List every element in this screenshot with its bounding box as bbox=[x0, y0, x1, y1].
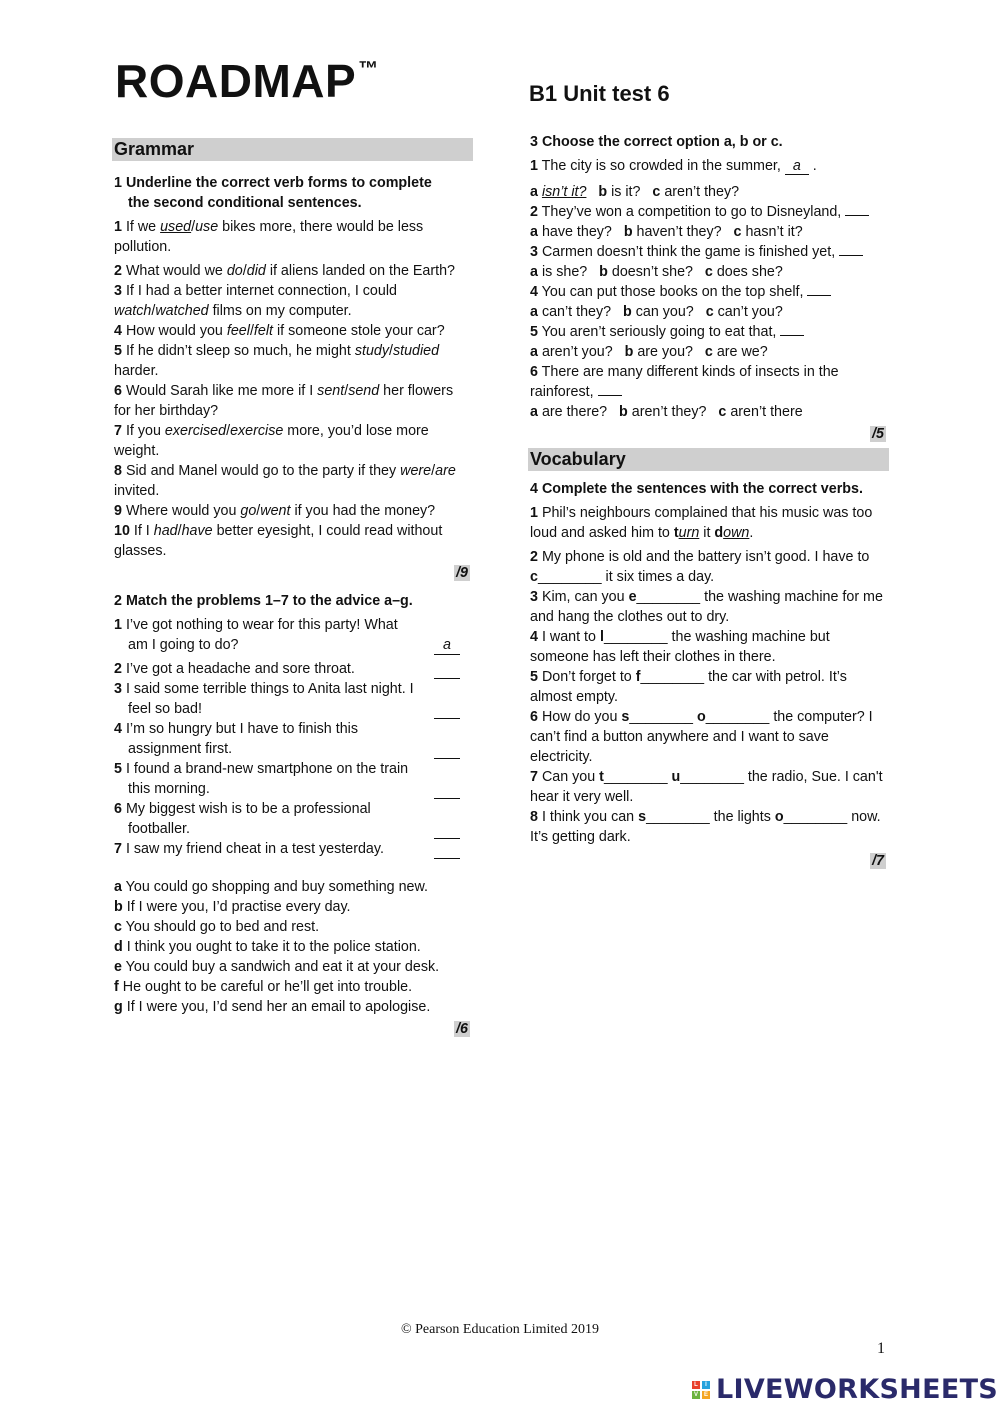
option-b[interactable]: are you? bbox=[637, 344, 693, 360]
word-initial: f bbox=[635, 669, 641, 685]
option-letter: b bbox=[623, 304, 632, 320]
option-letter: b bbox=[624, 344, 634, 360]
sentence-text: Don’t forget to bbox=[541, 669, 636, 685]
problem-sentence: I’ve got a headache and sore throat. bbox=[125, 661, 355, 677]
advice-text: If I were you, I’d practise every day. bbox=[126, 899, 351, 915]
exercise-2-score: /6 bbox=[456, 1021, 468, 1037]
left-column bbox=[114, 138, 470, 1039]
option-a[interactable]: have they? bbox=[541, 224, 612, 240]
option-letter: c bbox=[652, 184, 661, 200]
item-text: Sid and Manel would go to the party if they bbox=[125, 463, 401, 479]
item-letter: a bbox=[114, 879, 122, 895]
advice-text: You could go shopping and buy something new. bbox=[125, 879, 428, 895]
item-number: 6 bbox=[530, 709, 538, 725]
answer-blank[interactable]: a bbox=[785, 158, 809, 175]
item-text: invited. bbox=[114, 483, 160, 499]
option-letter: b bbox=[619, 404, 628, 420]
list-item bbox=[530, 547, 886, 587]
option-letter: a bbox=[530, 344, 538, 360]
answer-blank[interactable]: a bbox=[434, 636, 460, 655]
sentence-text: How do you bbox=[541, 709, 622, 725]
logo-square-l: L bbox=[692, 1381, 700, 1389]
list-item bbox=[114, 877, 470, 897]
answer-blank[interactable] bbox=[780, 335, 804, 336]
exercise-2-advice bbox=[114, 877, 470, 1017]
item-text: better eyesight, I could read without glasses. bbox=[114, 523, 443, 559]
item-number: 5 bbox=[114, 761, 122, 777]
item-text: harder. bbox=[114, 363, 159, 379]
word-initial: t bbox=[599, 769, 604, 785]
word-blank[interactable]: ________ bbox=[636, 589, 701, 605]
options-row bbox=[530, 262, 886, 282]
list-item: 3 If I had a better internet connection, I could watch/watched films on my computer. bbox=[114, 283, 397, 319]
verb-option[interactable]: watch bbox=[114, 303, 152, 319]
option-b[interactable]: doesn’t she? bbox=[611, 264, 693, 280]
item-number: 1 bbox=[114, 617, 122, 633]
page-number: 1 bbox=[877, 1340, 885, 1357]
exercise-1-score: /9 bbox=[456, 565, 468, 581]
item-letter: b bbox=[114, 899, 123, 915]
sentence-text: My phone is old and the battery isn’t good. I have to bbox=[541, 549, 870, 565]
list-item bbox=[114, 937, 470, 957]
verb-option[interactable]: felt bbox=[253, 323, 273, 339]
problem-text bbox=[114, 839, 418, 859]
problem-sentence: My biggest wish is to be a professional footballer. bbox=[125, 801, 371, 837]
table-row bbox=[114, 839, 470, 859]
list-item bbox=[114, 957, 470, 977]
word-initial: s bbox=[638, 809, 647, 825]
options-row bbox=[530, 302, 886, 322]
sentence-text: Can you bbox=[541, 769, 600, 785]
item-number: 3 bbox=[114, 283, 122, 299]
option-b[interactable]: can you? bbox=[635, 304, 694, 320]
item-number: 5 bbox=[530, 324, 538, 340]
option-a[interactable]: are there? bbox=[541, 404, 608, 420]
copyright-footer: © Pearson Education Limited 2019 bbox=[400, 1322, 600, 1337]
item-number: 8 bbox=[114, 463, 122, 479]
option-letter: c bbox=[718, 404, 727, 420]
option-c[interactable]: aren’t they? bbox=[664, 184, 740, 200]
list-item bbox=[530, 587, 886, 627]
item-number: 1 bbox=[114, 219, 122, 235]
word-blank[interactable]: ________ bbox=[705, 709, 770, 725]
item-text: If I bbox=[133, 523, 154, 539]
option-letter: a bbox=[530, 184, 538, 200]
list-item bbox=[114, 977, 470, 997]
exercise-4-instruction: 4 Complete the sentences with the correct verbs. bbox=[530, 481, 863, 497]
option-c[interactable]: are we? bbox=[716, 344, 768, 360]
exercise-1-instruction: 1 Underline the correct verb forms to complete the second conditional sentences. bbox=[114, 175, 432, 211]
table-row bbox=[114, 719, 470, 759]
item-text: What would we bbox=[125, 263, 227, 279]
question-end: . bbox=[808, 158, 817, 174]
word-initial: o bbox=[774, 809, 784, 825]
list-item: 6 Would Sarah like me more if I sent/send her flowers for her birthday? bbox=[114, 383, 454, 419]
item-number: 1 bbox=[530, 505, 538, 521]
verb-option[interactable]: exercise bbox=[230, 423, 284, 439]
liveworksheets-watermark bbox=[692, 1374, 998, 1405]
exercise-3-score: /5 bbox=[872, 426, 884, 442]
question bbox=[530, 322, 886, 342]
verb-option[interactable]: sent bbox=[317, 383, 345, 399]
verb-option[interactable]: study bbox=[354, 343, 389, 359]
item-number: 4 bbox=[530, 284, 538, 300]
question bbox=[530, 242, 886, 262]
item-text: If he didn’t sleep so much, he might bbox=[125, 343, 355, 359]
item-number: 3 bbox=[530, 589, 538, 605]
problem-sentence: I’m so hungry but I have to finish this assignment first. bbox=[125, 721, 358, 757]
exercise-3-instruction: 3 Choose the correct option a, b or c. bbox=[530, 134, 783, 150]
vocabulary-heading: Vocabulary bbox=[528, 448, 889, 471]
item-number: 3 bbox=[530, 244, 538, 260]
item-text: films on my computer. bbox=[208, 303, 352, 319]
option-letter: a bbox=[530, 304, 538, 320]
item-text: How would you bbox=[125, 323, 227, 339]
word-blank[interactable]: ________ bbox=[629, 709, 693, 725]
option-letter: b bbox=[598, 184, 608, 200]
list-item: 5 If he didn’t sleep so much, he might study/studied harder. bbox=[114, 343, 440, 379]
advice-text: I think you ought to take it to the police station. bbox=[126, 939, 421, 955]
item-number: 6 bbox=[530, 364, 538, 380]
answer-blank[interactable] bbox=[845, 215, 869, 216]
advice-text: You should go to bed and rest. bbox=[125, 919, 320, 935]
word-blank[interactable]: ________ bbox=[680, 769, 744, 785]
problem-sentence: I found a brand-new smartphone on the train this morning. bbox=[125, 761, 409, 797]
table-row bbox=[114, 679, 470, 719]
list-item bbox=[530, 627, 886, 667]
item-number: 5 bbox=[114, 343, 122, 359]
exercise-3-items bbox=[530, 156, 886, 422]
word-blank[interactable]: urn bbox=[678, 525, 700, 541]
answer-blank[interactable] bbox=[839, 255, 863, 256]
option-a[interactable]: isn’t it? bbox=[541, 184, 587, 200]
option-c[interactable]: hasn’t it? bbox=[745, 224, 803, 240]
option-b[interactable]: aren’t they? bbox=[631, 404, 707, 420]
question-text: There are many different kinds of insects in the rainforest, bbox=[530, 364, 839, 400]
sentence-text: . bbox=[749, 525, 754, 541]
item-text: If you bbox=[125, 423, 165, 439]
option-a[interactable]: aren’t you? bbox=[541, 344, 613, 360]
list-item bbox=[530, 667, 886, 707]
list-item: 10 If I had/have better eyesight, I could read without glasses. bbox=[114, 523, 443, 559]
answer-blank[interactable] bbox=[598, 395, 622, 396]
item-text: If I had a better internet connection, I could bbox=[125, 283, 397, 299]
item-number: 6 bbox=[114, 383, 122, 399]
word-blank[interactable]: ________ bbox=[603, 629, 668, 645]
question bbox=[530, 282, 886, 302]
problem-sentence: I said some terrible things to Anita last night. I feel so bad! bbox=[125, 681, 414, 717]
item-text: Would Sarah like me more if I bbox=[125, 383, 318, 399]
problem-sentence: I saw my friend cheat in a test yesterday. bbox=[125, 841, 384, 857]
item-number: 9 bbox=[114, 503, 122, 519]
right-column bbox=[530, 132, 886, 871]
verb-option[interactable]: were bbox=[400, 463, 432, 479]
word-initial: s bbox=[621, 709, 630, 725]
word-blank[interactable]: ________ bbox=[537, 569, 602, 585]
item-text: Where would you bbox=[125, 503, 241, 519]
item-number: 2 bbox=[114, 661, 122, 677]
sentence-text: the radio, Sue. I can't hear it very well. bbox=[530, 769, 883, 805]
list-item: 4 How would you feel/felt if someone stole your car? bbox=[114, 323, 445, 339]
option-letter: a bbox=[530, 264, 538, 280]
verb-option[interactable]: went bbox=[260, 503, 291, 519]
sentence-text: I want to bbox=[541, 629, 600, 645]
verb-option[interactable]: do bbox=[226, 263, 243, 279]
question bbox=[530, 202, 886, 222]
item-letter: g bbox=[114, 999, 123, 1015]
exercise-2-instruction: 2 Match the problems 1–7 to the advice a–g. bbox=[114, 593, 413, 609]
item-number: 4 bbox=[530, 629, 538, 645]
options-row bbox=[530, 342, 886, 362]
word-initial: c bbox=[530, 569, 538, 585]
item-number: 4 bbox=[114, 323, 122, 339]
options-row bbox=[530, 402, 886, 422]
word-initial: o bbox=[696, 709, 706, 725]
word-blank[interactable]: ________ bbox=[640, 669, 705, 685]
word-blank[interactable]: own bbox=[723, 525, 750, 541]
problem-text bbox=[114, 759, 418, 799]
option-letter: c bbox=[733, 224, 742, 240]
option-letter: b bbox=[623, 224, 633, 240]
item-number: 2 bbox=[530, 549, 538, 565]
item-number: 4 bbox=[114, 721, 122, 737]
word-blank[interactable]: ________ bbox=[783, 809, 848, 825]
word-initial: u bbox=[671, 769, 681, 785]
table-row bbox=[114, 799, 470, 839]
item-number: 10 bbox=[114, 523, 130, 539]
item-letter: c bbox=[114, 919, 122, 935]
item-number: 1 bbox=[530, 158, 538, 174]
problem-text bbox=[114, 799, 418, 839]
table-row bbox=[114, 759, 470, 799]
list-item bbox=[530, 807, 886, 847]
question-text: The city is so crowded in the summer, bbox=[541, 158, 785, 174]
exercise-1-items bbox=[114, 217, 470, 561]
advice-text: You could buy a sandwich and eat it at your desk. bbox=[125, 959, 440, 975]
item-number: 6 bbox=[114, 801, 122, 817]
logo-square-e: E bbox=[703, 1391, 708, 1398]
question-text: You aren’t seriously going to eat that, bbox=[541, 324, 781, 340]
problem-text bbox=[114, 719, 418, 759]
table-row bbox=[114, 615, 470, 655]
list-item bbox=[114, 997, 470, 1017]
verb-option[interactable]: did bbox=[246, 263, 266, 279]
sentence-text: it six times a day. bbox=[601, 569, 715, 585]
word-initial: e bbox=[628, 589, 637, 605]
sentence-text: now. It’s getting dark. bbox=[530, 809, 881, 845]
answer-blank[interactable] bbox=[434, 858, 460, 859]
list-item bbox=[114, 897, 470, 917]
verb-option[interactable]: had bbox=[153, 523, 178, 539]
item-number: 3 bbox=[114, 681, 122, 697]
liveworksheets-logo-icon bbox=[692, 1381, 710, 1399]
list-item: 1 If we used/use bikes more, there would be less pollution. bbox=[114, 219, 424, 255]
item-number: 7 bbox=[530, 769, 538, 785]
problem-sentence: I’ve got nothing to wear for this party! What am I going to do? bbox=[125, 617, 398, 653]
question-text: They’ve won a competition to go to Disneyland, bbox=[541, 204, 846, 220]
problem-text bbox=[114, 615, 418, 655]
question-text: Carmen doesn’t think the game is finished yet, bbox=[541, 244, 840, 260]
watermark-text: LIVEWORKSHEETS bbox=[716, 1374, 999, 1405]
question bbox=[530, 156, 886, 176]
option-c[interactable]: can’t you? bbox=[717, 304, 783, 320]
option-c[interactable]: aren’t there bbox=[730, 404, 803, 420]
verb-option[interactable]: watched bbox=[155, 303, 209, 319]
item-number: 7 bbox=[114, 423, 122, 439]
item-text: if you had the money? bbox=[290, 503, 436, 519]
word-blank[interactable]: ________ bbox=[646, 809, 710, 825]
option-a[interactable]: is she? bbox=[541, 264, 588, 280]
list-item bbox=[530, 707, 886, 767]
option-letter: a bbox=[530, 224, 538, 240]
word-initial: l bbox=[599, 629, 604, 645]
question-text: You can put those books on the top shelf, bbox=[541, 284, 808, 300]
list-item bbox=[530, 503, 886, 543]
item-number: 8 bbox=[530, 809, 538, 825]
brand-logo: ROADMAP ™ bbox=[115, 55, 379, 107]
advice-text: He ought to be careful or he’ll get into trouble. bbox=[122, 979, 413, 995]
verb-option[interactable]: have bbox=[181, 523, 213, 539]
item-letter: e bbox=[114, 959, 122, 975]
word-blank[interactable]: ________ bbox=[603, 769, 668, 785]
item-text: if aliens landed on the Earth? bbox=[265, 263, 456, 279]
sentence-text: Kim, can you bbox=[541, 589, 629, 605]
logo-square-v: V bbox=[693, 1391, 698, 1398]
option-a[interactable]: can’t they? bbox=[541, 304, 612, 320]
sentence-text: it bbox=[699, 525, 715, 541]
unit-title: B1 Unit test 6 bbox=[529, 81, 670, 106]
list-item: 8 Sid and Manel would go to the party if they were/are invited. bbox=[114, 463, 456, 499]
item-number: 2 bbox=[114, 263, 122, 279]
option-c[interactable]: does she? bbox=[716, 264, 783, 280]
word-initial: d bbox=[714, 525, 724, 541]
option-letter: c bbox=[704, 264, 713, 280]
item-text: more, you’d lose more weight. bbox=[114, 423, 429, 459]
option-letter: b bbox=[599, 264, 608, 280]
logo-square-i: I bbox=[702, 1381, 710, 1389]
item-number: 2 bbox=[530, 204, 538, 220]
verb-option[interactable]: feel bbox=[226, 323, 250, 339]
sentence-text: the lights bbox=[709, 809, 775, 825]
verb-option[interactable]: are bbox=[435, 463, 456, 479]
list-item: 7 If you exercised/exercise more, you’d lose more weight. bbox=[114, 423, 429, 459]
verb-option[interactable]: go bbox=[240, 503, 257, 519]
item-number: 5 bbox=[530, 669, 538, 685]
item-letter: f bbox=[114, 979, 119, 995]
sentence-text: the washing machine for me and hang the clothes out to dry. bbox=[530, 589, 883, 625]
advice-text: If I were you, I’d send her an email to apologise. bbox=[126, 999, 431, 1015]
problem-text bbox=[114, 679, 418, 719]
list-item bbox=[530, 767, 886, 807]
exercise-4-score: /7 bbox=[872, 853, 884, 869]
option-letter: c bbox=[705, 304, 714, 320]
list-item: 9 Where would you go/went if you had the money? bbox=[114, 503, 436, 519]
option-letter: a bbox=[530, 404, 538, 420]
option-b[interactable]: haven’t they? bbox=[636, 224, 722, 240]
verb-option[interactable]: use bbox=[195, 219, 219, 235]
exercise-2-problems bbox=[114, 615, 470, 859]
item-text: If we bbox=[125, 219, 161, 235]
list-item bbox=[114, 917, 470, 937]
item-text: bikes more, there would be less pollution. bbox=[114, 219, 424, 255]
item-number: 7 bbox=[114, 841, 122, 857]
problem-text bbox=[114, 659, 418, 679]
verb-option[interactable]: studied bbox=[392, 343, 440, 359]
option-letter: c bbox=[704, 344, 713, 360]
options-row bbox=[530, 222, 886, 242]
question bbox=[530, 362, 886, 402]
item-text: if someone stole your car? bbox=[273, 323, 445, 339]
sentence-text: the car with petrol. It’s almost empty. bbox=[530, 669, 847, 705]
sentence-text: the computer? I can’t find a button anywhere and I want to save electricity. bbox=[530, 709, 873, 765]
item-letter: d bbox=[114, 939, 123, 955]
option-b[interactable]: is it? bbox=[611, 184, 641, 200]
answer-blank[interactable] bbox=[807, 295, 831, 296]
word-initial: t bbox=[673, 525, 679, 541]
verb-option[interactable]: send bbox=[348, 383, 380, 399]
grammar-heading: Grammar bbox=[112, 138, 473, 161]
options-row bbox=[530, 182, 886, 202]
sentence-text: Phil’s neighbours complained that his music was too loud and asked him to bbox=[530, 505, 873, 541]
sentence-text: I think you can bbox=[541, 809, 639, 825]
table-row bbox=[114, 659, 470, 679]
list-item: 2 What would we do/did if aliens landed on the Earth? bbox=[114, 263, 456, 279]
verb-option[interactable]: exercised bbox=[164, 423, 227, 439]
item-text: her flowers for her birthday? bbox=[114, 383, 454, 419]
exercise-4-items bbox=[530, 503, 886, 847]
verb-option[interactable]: used bbox=[160, 219, 192, 235]
sentence-text: the washing machine but someone has left their clothes in there. bbox=[530, 629, 830, 665]
